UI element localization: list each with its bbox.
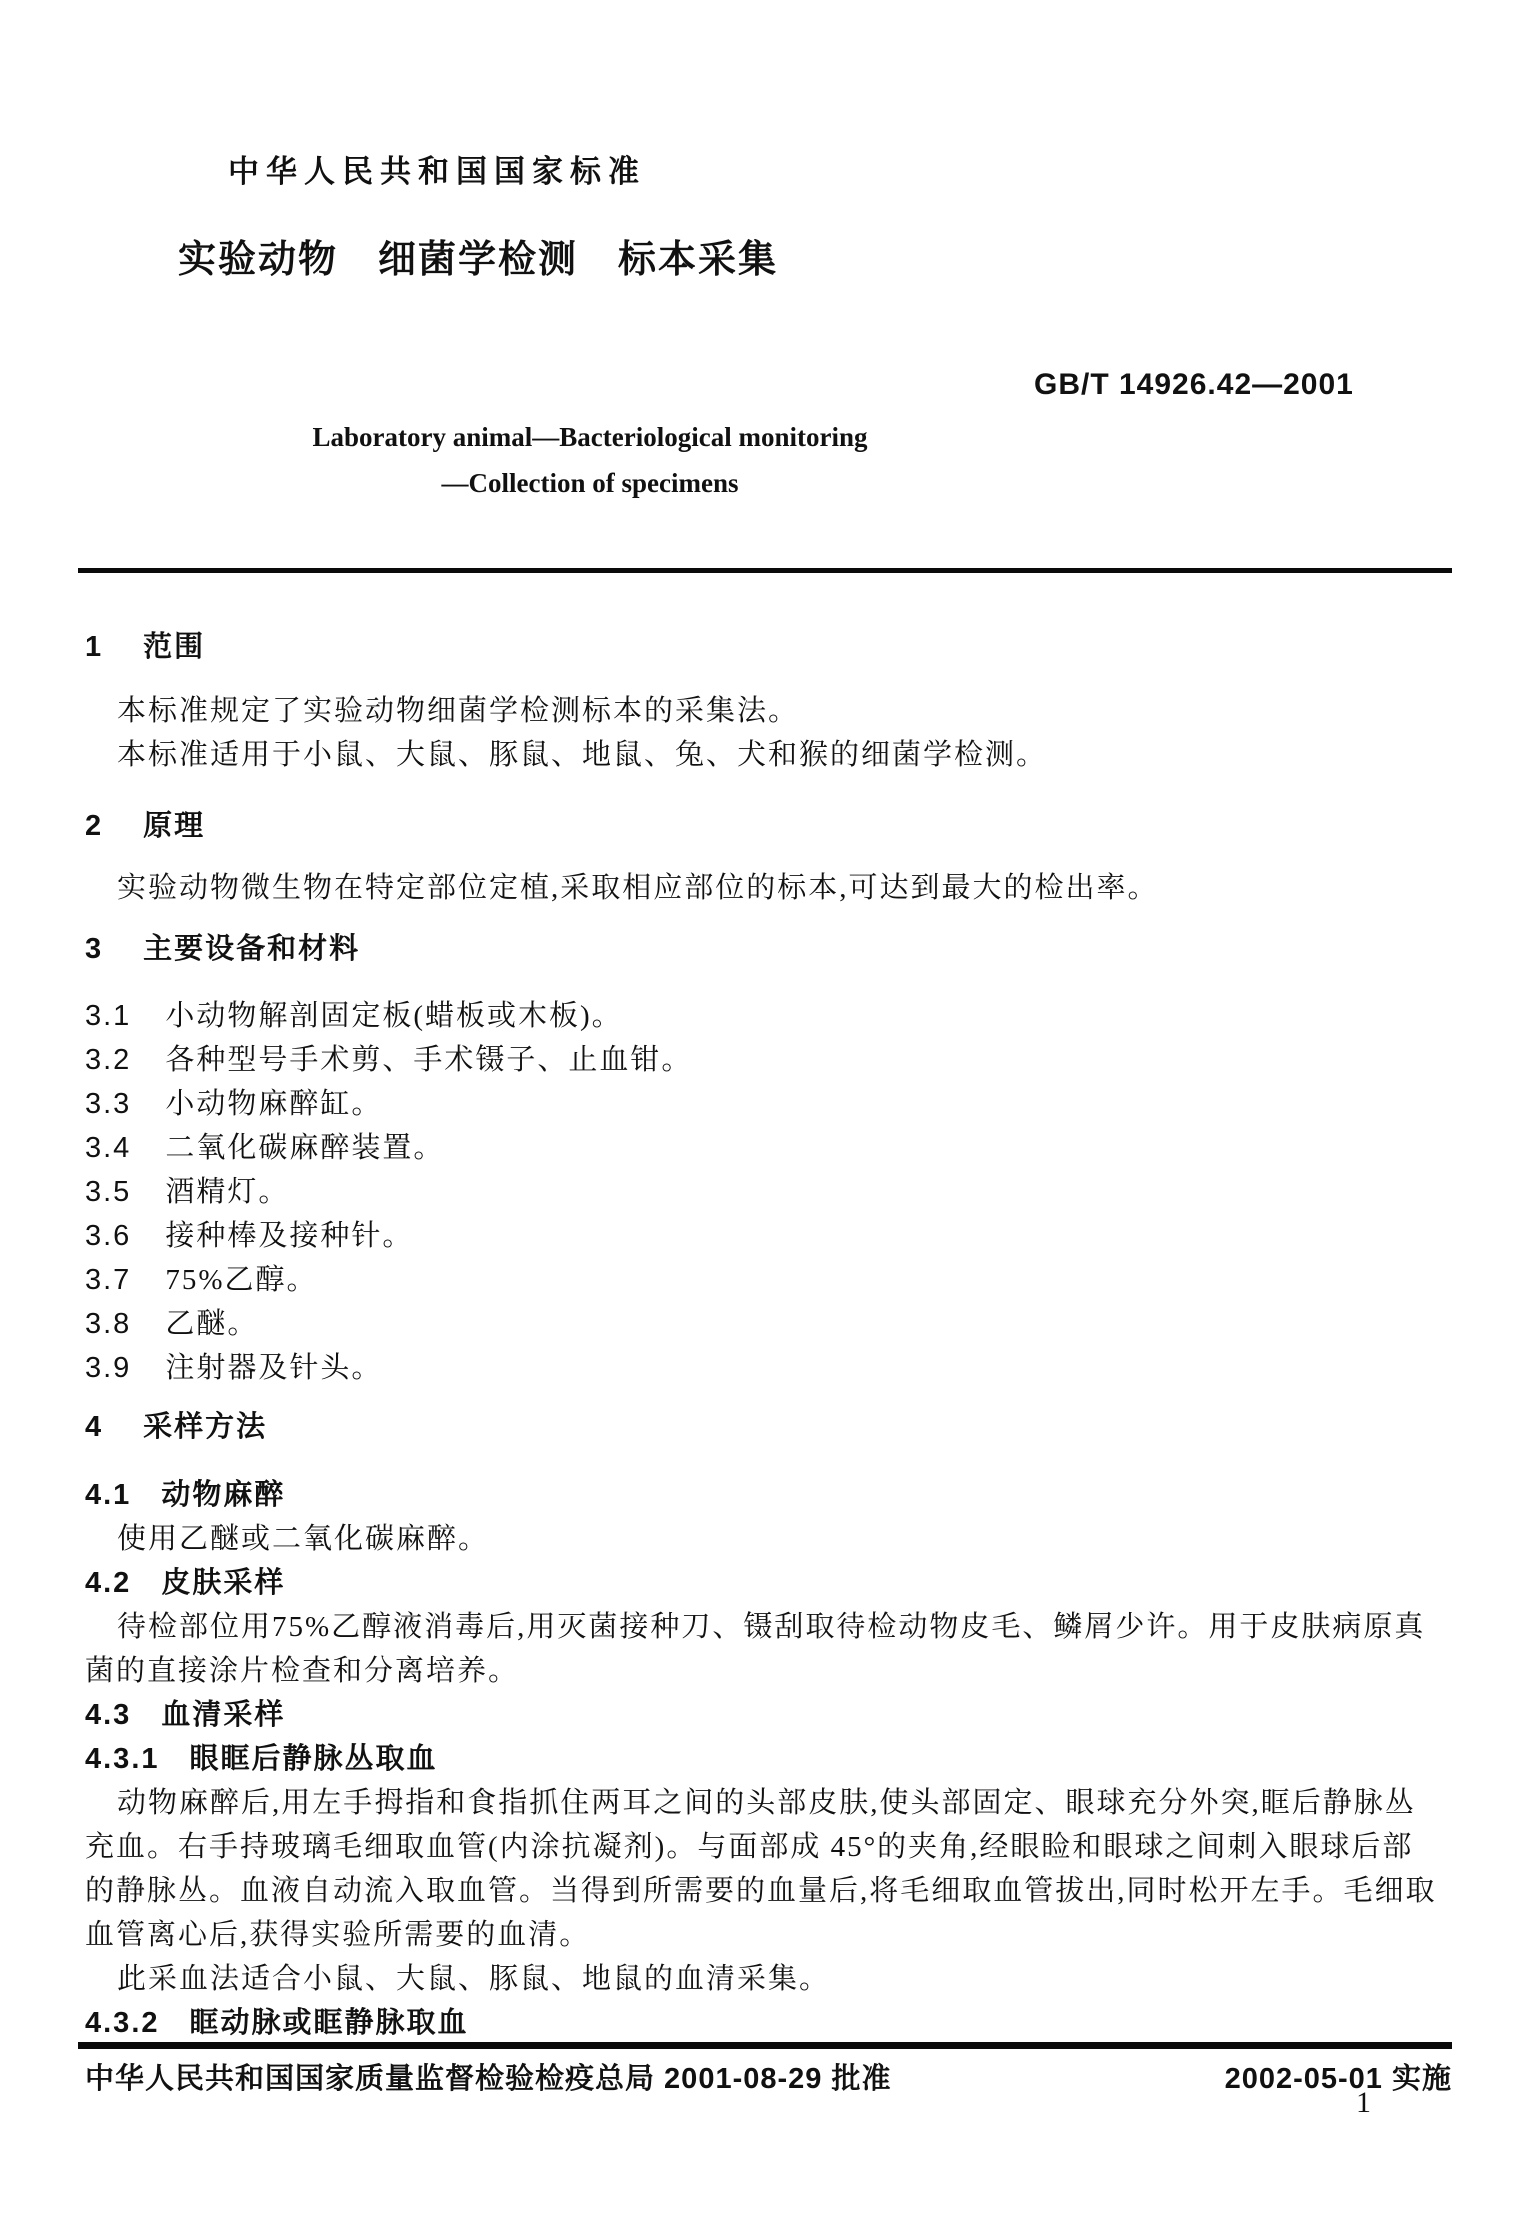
clause-number: 4: [85, 1411, 104, 1443]
subsection-heading: [85, 1473, 1453, 1517]
subsection-heading: [85, 1737, 1453, 1781]
paragraph-line: [85, 1825, 1453, 1869]
list-item: [85, 1214, 1453, 1258]
line-text: 的静脉丛。血液自动流入取血管。当得到所需要的血量后,将毛细取血管拔出,同时松开左手。毛细取: [85, 1875, 1437, 1907]
line-text: 眼眶后静脉丛取血: [189, 1743, 438, 1775]
clause-number: 3.1: [85, 1000, 132, 1032]
line-text: 菌的直接涂片检查和分离培养。: [85, 1655, 520, 1687]
clause-number: 3.6: [85, 1220, 132, 1252]
line-text: 注射器及针头。: [165, 1352, 383, 1384]
page-number: 1: [1356, 2086, 1371, 2119]
list-item: [85, 1258, 1453, 1302]
line-text: 动物麻醉: [161, 1479, 286, 1511]
footer-divider-rule: [78, 2042, 1452, 2049]
paragraph-line: [85, 1869, 1453, 1913]
list-item: [85, 1302, 1453, 1346]
clause-number: 3.3: [85, 1088, 132, 1120]
clause-number: 3.4: [85, 1132, 132, 1164]
paragraph-line: [85, 1913, 1453, 1957]
list-item: [85, 1038, 1453, 1082]
clause-number: 3.2: [85, 1044, 132, 1076]
paragraph-line: [85, 1781, 1453, 1825]
section-heading: [85, 625, 1453, 669]
clause-number: 4.1: [85, 1479, 132, 1511]
line-text: 待检部位用75%乙醇液消毒后,用灭菌接种刀、镊刮取待检动物皮毛、鳞屑少许。用于皮肤病原真: [117, 1611, 1426, 1643]
line-text: 动物麻醉后,用左手拇指和食指抓住两耳之间的头部皮肤,使头部固定、眼球充分外突,眶后静脉丛: [117, 1787, 1416, 1819]
document-title-en-line2: —Collection of specimens: [441, 468, 739, 498]
paragraph-line: [85, 1605, 1453, 1649]
clause-number: 2: [85, 810, 104, 842]
standard-code: GB/T 14926.42—2001: [1034, 368, 1354, 401]
line-text: 酒精灯。: [165, 1176, 290, 1208]
line-text: 此采血法适合小鼠、大鼠、豚鼠、地鼠的血清采集。: [117, 1963, 831, 1995]
clause-number: 3.5: [85, 1176, 132, 1208]
subsection-heading: [85, 1561, 1453, 1605]
section-heading: [85, 804, 1453, 848]
line-text: 皮肤采样: [161, 1567, 286, 1599]
line-text: 范围: [143, 631, 206, 663]
list-item: [85, 1126, 1453, 1170]
list-item: [85, 1346, 1453, 1390]
approval-statement: 中华人民共和国国家质量监督检验检疫总局 2001-08-29 批准: [85, 2063, 892, 2095]
line-text: 75%乙醇。: [165, 1264, 318, 1296]
paragraph-line: [85, 733, 1453, 777]
document-title-en-line1: Laboratory animal—Bacteriological monitoring: [312, 422, 868, 452]
line-text: 本标准规定了实验动物细菌学检测标本的采集法。: [117, 695, 800, 727]
clause-number: 3.7: [85, 1264, 132, 1296]
national-standard-label: 中华人民共和国国家标准: [228, 154, 646, 189]
list-item: [85, 994, 1453, 1038]
line-text: 乙醚。: [165, 1308, 259, 1340]
paragraph-line: [85, 1517, 1453, 1561]
line-text: 二氧化碳麻醉装置。: [165, 1132, 445, 1164]
header-divider-rule: [78, 568, 1452, 573]
subsection-heading: [85, 1693, 1453, 1737]
clause-number: 4.3.2: [85, 2007, 160, 2039]
clause-number: 3: [85, 933, 104, 965]
implementation-date: 2002-05-01 实施: [1224, 2063, 1452, 2095]
paragraph-line: [85, 866, 1453, 910]
paragraph-line: [85, 689, 1453, 733]
line-text: 血管离心后,获得实验所需要的血清。: [85, 1919, 591, 1951]
line-text: 实验动物微生物在特定部位定植,采取相应部位的标本,可达到最大的检出率。: [117, 872, 1159, 904]
clause-number: 3.8: [85, 1308, 132, 1340]
list-item: [85, 1170, 1453, 1214]
paragraph-line: [85, 1649, 1453, 1693]
line-text: 充血。右手持玻璃毛细取血管(内涂抗凝剂)。与面部成 45°的夹角,经眼睑和眼球之间刺入眼球后部: [85, 1831, 1414, 1863]
line-text: 小动物麻醉缸。: [165, 1088, 383, 1120]
line-text: 小动物解剖固定板(蜡板或木板)。: [165, 1000, 623, 1032]
line-text: 接种棒及接种针。: [165, 1220, 414, 1252]
paragraph-line: [85, 1957, 1453, 2001]
line-text: 原理: [143, 810, 206, 842]
document-title-en: [0, 414, 1180, 506]
section-heading: [85, 927, 1453, 971]
list-item: [85, 1082, 1453, 1126]
section-heading: [85, 1405, 1453, 1449]
line-text: 本标准适用于小鼠、大鼠、豚鼠、地鼠、兔、犬和猴的细菌学检测。: [117, 739, 1048, 771]
clause-number: 3.9: [85, 1352, 132, 1384]
subsection-heading: [85, 2001, 1453, 2045]
document-body: [85, 595, 1453, 2045]
line-text: 各种型号手术剪、手术镊子、止血钳。: [165, 1044, 693, 1076]
clause-number: 4.2: [85, 1567, 132, 1599]
clause-number: 4.3.1: [85, 1743, 160, 1775]
clause-number: 4.3: [85, 1699, 132, 1731]
document-title-cn: 实验动物 细菌学检测 标本采集: [178, 239, 779, 281]
line-text: 血清采样: [161, 1699, 286, 1731]
line-text: 使用乙醚或二氧化碳麻醉。: [117, 1523, 490, 1555]
line-text: 主要设备和材料: [143, 933, 361, 965]
line-text: 眶动脉或眶静脉取血: [189, 2007, 469, 2039]
line-text: 采样方法: [143, 1411, 268, 1443]
clause-number: 1: [85, 631, 104, 663]
